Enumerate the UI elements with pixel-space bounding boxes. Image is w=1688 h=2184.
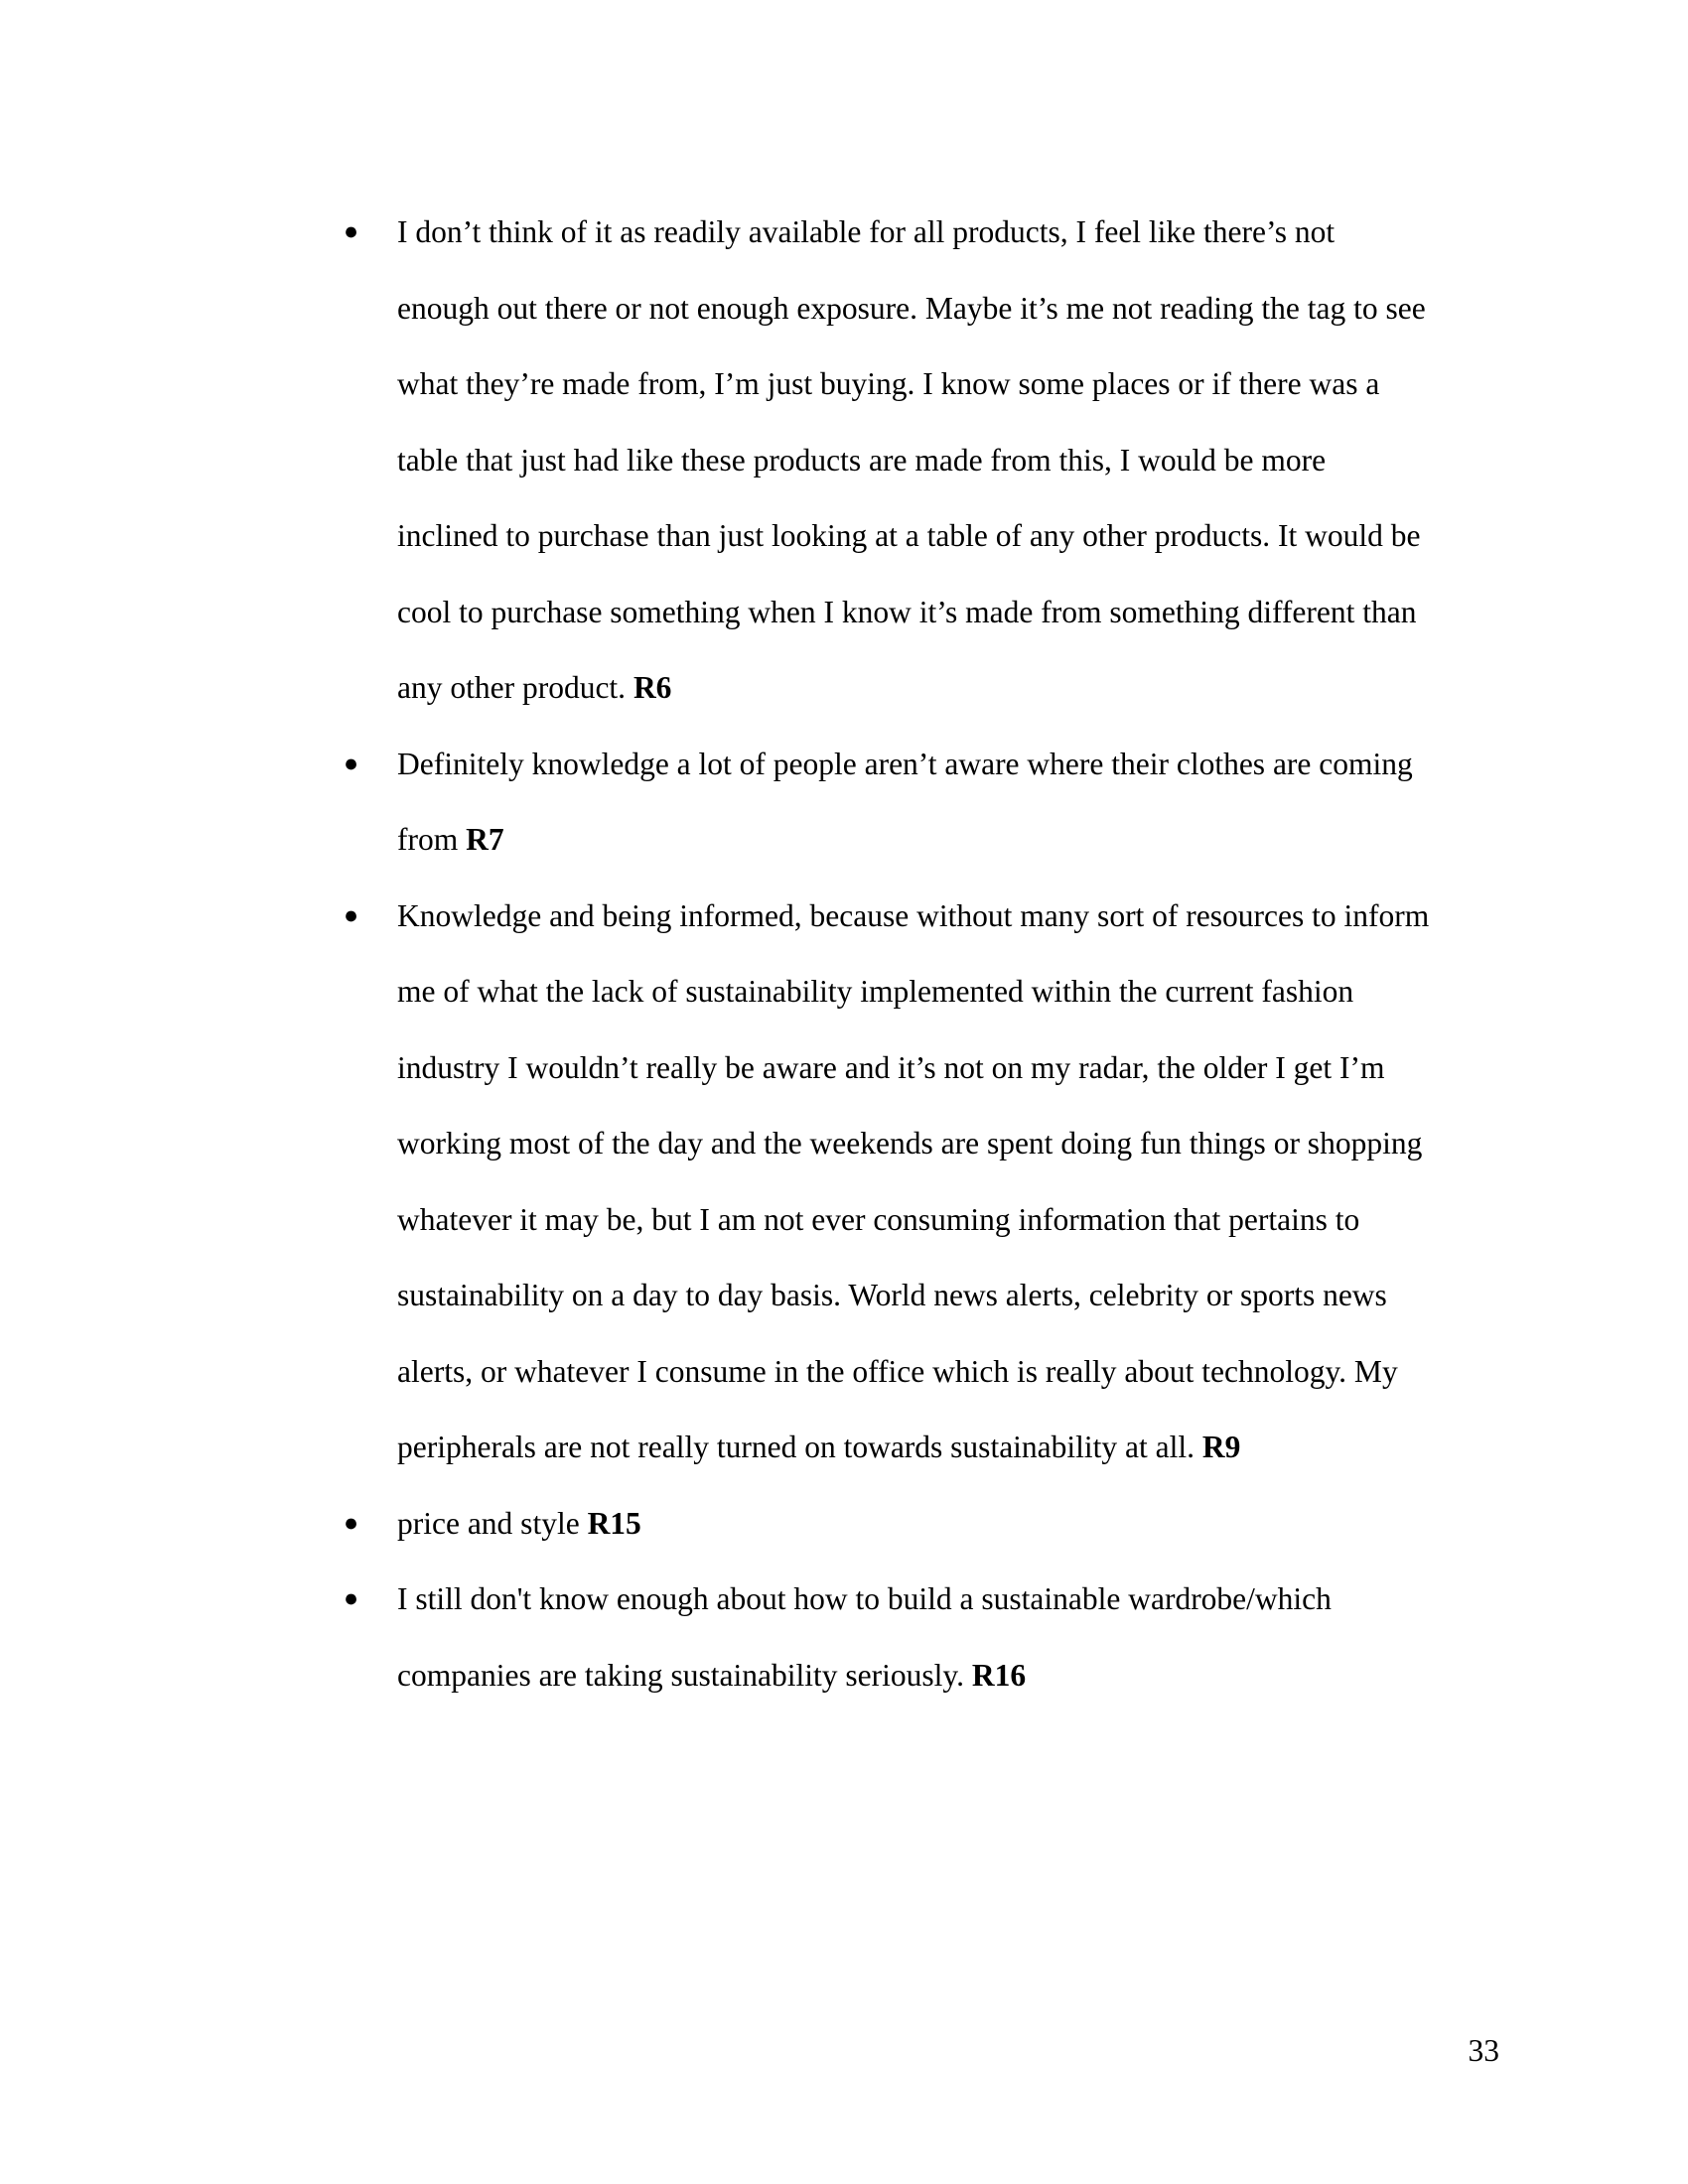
quote-line-last	[397, 650, 1499, 727]
quote-item-2	[0, 727, 1688, 879]
respondent-label: R9	[1201, 1430, 1241, 1464]
quote-line-last	[397, 1410, 1499, 1486]
respondent-label: R6	[633, 670, 672, 705]
quote-text	[397, 1562, 1499, 1713]
quote-line: cool to purchase something when I know it’s made from something different than	[397, 594, 1417, 629]
quote-line: from	[397, 822, 467, 857]
quote-line: any other product.	[397, 670, 633, 705]
bullet-icon: ●	[344, 218, 359, 245]
quote-line: I don’t think of it as readily available for all products, I feel like there’s not	[397, 214, 1336, 249]
respondent-label: R7	[466, 822, 504, 857]
quote-line-last	[397, 802, 1499, 879]
quote-line: table that just had like these products are made from this, I would be more	[397, 442, 1327, 478]
bullet-icon: ●	[344, 901, 359, 929]
quote-item-1	[0, 195, 1688, 727]
quote-line: what they’re made from, I’m just buying. I know some places or if there was a	[397, 366, 1380, 401]
quote-line: alerts, or whatever I consume in the office which is really about technology. My	[397, 1353, 1398, 1389]
quote-line: Knowledge and being informed, because without many sort of resources to inform	[397, 897, 1430, 933]
bullet-icon: ●	[344, 750, 359, 777]
quote-line: me of what the lack of sustainability implemented within the current fashion	[397, 974, 1354, 1009]
quote-line: I still don't know enough about how to build a sustainable wardrobe/which	[397, 1581, 1332, 1616]
quote-line-last	[397, 1638, 1499, 1714]
quote-line: price and style	[397, 1505, 588, 1541]
quote-line: peripherals are not really turned on towards sustainability at all.	[397, 1430, 1202, 1464]
quote-text	[397, 1486, 1499, 1563]
respondent-label: R16	[971, 1657, 1027, 1693]
quote-item-3	[0, 879, 1688, 1486]
quote-line: inclined to purchase than just looking at a table of any other products. It would be	[397, 518, 1421, 553]
quote-line: working most of the day and the weekends are spent doing fun things or shopping	[397, 1126, 1423, 1160]
quote-text	[397, 879, 1499, 1486]
quote-list	[0, 195, 1688, 1713]
quote-item-4	[0, 1486, 1688, 1563]
quote-text	[397, 195, 1499, 727]
quote-line-last	[397, 1486, 1499, 1563]
quote-item-5	[0, 1562, 1688, 1713]
bullet-icon: ●	[344, 1509, 359, 1537]
quote-line: sustainability on a day to day basis. World news alerts, celebrity or sports news	[397, 1278, 1387, 1312]
quote-line: enough out there or not enough exposure. Maybe it’s me not reading the tag to see	[397, 290, 1426, 326]
quote-text	[397, 727, 1499, 879]
quote-line: industry I wouldn’t really be aware and it’s not on my radar, the older I get I’m	[397, 1049, 1385, 1085]
respondent-label: R15	[587, 1505, 641, 1541]
page-number: 33	[1468, 2033, 1499, 2068]
bullet-icon: ●	[344, 1585, 359, 1612]
quote-line: whatever it may be, but I am not ever consuming information that pertains to	[397, 1201, 1360, 1237]
quote-line: Definitely knowledge a lot of people aren’t aware where their clothes are coming	[397, 746, 1413, 781]
quote-line: companies are taking sustainability seriously.	[397, 1657, 972, 1693]
